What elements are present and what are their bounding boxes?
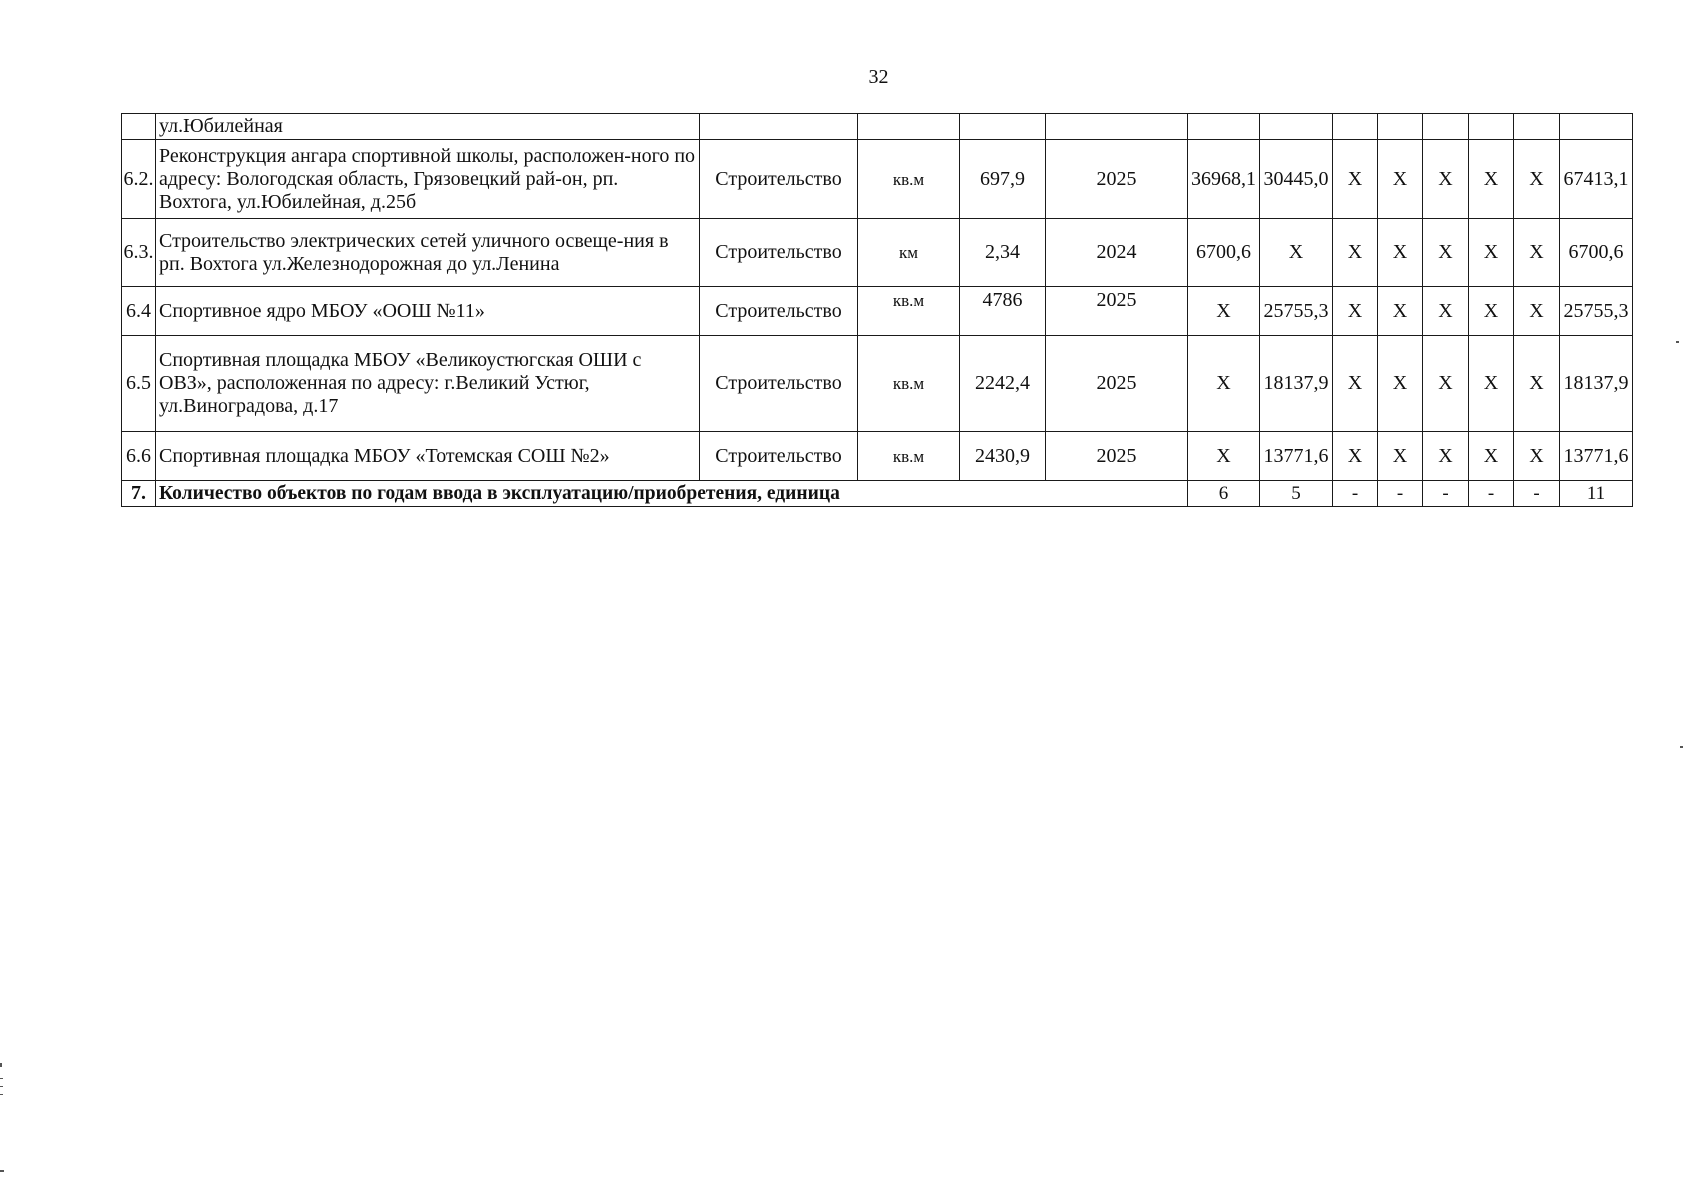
value-cell: Х xyxy=(1514,287,1560,336)
capacity: 4786 xyxy=(960,287,1046,336)
table-row xyxy=(122,140,1633,219)
count-cell: - xyxy=(1378,481,1423,507)
value-cell: Х xyxy=(1514,336,1560,432)
value-cell: Х xyxy=(1469,336,1514,432)
work-type: Строительство xyxy=(700,336,858,432)
row-number: 6.3. xyxy=(122,219,156,287)
value-cell: Х xyxy=(1188,287,1260,336)
total-cell: 18137,9 xyxy=(1560,336,1633,432)
value-cell xyxy=(1378,114,1423,140)
row-number: 6.4 xyxy=(122,287,156,336)
capacity: 697,9 xyxy=(960,140,1046,219)
value-cell: Х xyxy=(1378,140,1423,219)
value-cell: Х xyxy=(1469,219,1514,287)
value-cell: 30445,0 xyxy=(1260,140,1333,219)
object-name: Спортивная площадка МБОУ «Великоустюгская ОШИ с ОВЗ», расположенная по адресу: г.Великий Устюг, ул.Виноградова, д.17 xyxy=(156,336,700,432)
capacity: 2430,9 xyxy=(960,432,1046,481)
count-cell: 5 xyxy=(1260,481,1333,507)
commission-year: 2024 xyxy=(1046,219,1188,287)
table-row xyxy=(122,336,1633,432)
scan-mark xyxy=(0,1086,3,1087)
total-count-cell: 11 xyxy=(1560,481,1633,507)
count-cell: - xyxy=(1469,481,1514,507)
table-row xyxy=(122,114,1633,140)
value-cell: Х xyxy=(1423,219,1469,287)
value-cell: Х xyxy=(1423,287,1469,336)
count-cell: 6 xyxy=(1188,481,1260,507)
value-cell: Х xyxy=(1188,432,1260,481)
value-cell: Х xyxy=(1514,140,1560,219)
row-number: 6.2. xyxy=(122,140,156,219)
work-type: Строительство xyxy=(700,219,858,287)
value-cell: Х xyxy=(1423,336,1469,432)
object-name: Строительство электрических сетей уличного освеще-ния в рп. Вохтога ул.Железнодорожная до ул.Ленина xyxy=(156,219,700,287)
value-cell: Х xyxy=(1378,336,1423,432)
capacity xyxy=(960,114,1046,140)
unit: кв.м xyxy=(858,432,960,481)
unit xyxy=(858,114,960,140)
object-name: Спортивная площадка МБОУ «Тотемская СОШ №2» xyxy=(156,432,700,481)
row-number: 6.5 xyxy=(122,336,156,432)
row-number xyxy=(122,114,156,140)
value-cell: Х xyxy=(1333,140,1378,219)
commission-year: 2025 xyxy=(1046,336,1188,432)
total-cell: 6700,6 xyxy=(1560,219,1633,287)
total-cell xyxy=(1560,114,1633,140)
count-cell: - xyxy=(1333,481,1378,507)
value-cell: 18137,9 xyxy=(1260,336,1333,432)
value-cell xyxy=(1188,114,1260,140)
count-cell: - xyxy=(1514,481,1560,507)
table-row xyxy=(122,432,1633,481)
value-cell: Х xyxy=(1333,432,1378,481)
value-cell: Х xyxy=(1423,432,1469,481)
total-row xyxy=(122,481,1633,507)
row-number: 6.6 xyxy=(122,432,156,481)
value-cell: Х xyxy=(1378,219,1423,287)
value-cell: Х xyxy=(1333,336,1378,432)
value-cell: Х xyxy=(1260,219,1333,287)
total-cell: 25755,3 xyxy=(1560,287,1633,336)
count-cell: - xyxy=(1423,481,1469,507)
value-cell: Х xyxy=(1469,287,1514,336)
object-name: Реконструкция ангара спортивной школы, расположен-ного по адресу: Вологодская область, Грязовецкий рай-он, рп. Вохтога, ул.Юбилейная, д.25б xyxy=(156,140,700,219)
work-type: Строительство xyxy=(700,287,858,336)
value-cell: 13771,6 xyxy=(1260,432,1333,481)
total-cell: 67413,1 xyxy=(1560,140,1633,219)
scan-mark xyxy=(1680,746,1683,748)
capacity: 2,34 xyxy=(960,219,1046,287)
value-cell: Х xyxy=(1188,336,1260,432)
value-cell: Х xyxy=(1514,432,1560,481)
scan-mark xyxy=(0,1078,3,1079)
scan-mark xyxy=(0,1170,4,1172)
total-row-label: Количество объектов по годам ввода в эксплуатацию/приобретения, единица xyxy=(156,481,1188,507)
total-cell: 13771,6 xyxy=(1560,432,1633,481)
value-cell: Х xyxy=(1514,219,1560,287)
capacity: 2242,4 xyxy=(960,336,1046,432)
work-type: Строительство xyxy=(700,140,858,219)
work-type: Строительство xyxy=(700,432,858,481)
row-number: 7. xyxy=(122,481,156,507)
value-cell xyxy=(1423,114,1469,140)
commission-year: 2025 xyxy=(1046,287,1188,336)
page-number: 32 xyxy=(868,66,889,88)
table-row xyxy=(122,287,1633,336)
value-cell xyxy=(1469,114,1514,140)
value-cell xyxy=(1514,114,1560,140)
unit: кв.м xyxy=(858,287,960,336)
value-cell: Х xyxy=(1378,432,1423,481)
commission-year xyxy=(1046,114,1188,140)
value-cell: Х xyxy=(1469,140,1514,219)
commission-year: 2025 xyxy=(1046,140,1188,219)
unit: км xyxy=(858,219,960,287)
value-cell: 25755,3 xyxy=(1260,287,1333,336)
unit: кв.м xyxy=(858,140,960,219)
value-cell xyxy=(1333,114,1378,140)
object-name: ул.Юбилейная xyxy=(156,114,700,140)
scan-mark xyxy=(1676,341,1679,343)
object-name: Спортивное ядро МБОУ «ООШ №11» xyxy=(156,287,700,336)
investment-objects-table xyxy=(121,113,1633,507)
value-cell: Х xyxy=(1423,140,1469,219)
scan-mark xyxy=(0,1063,2,1067)
table-row xyxy=(122,219,1633,287)
value-cell: Х xyxy=(1469,432,1514,481)
commission-year: 2025 xyxy=(1046,432,1188,481)
work-type xyxy=(700,114,858,140)
unit: кв.м xyxy=(858,336,960,432)
value-cell: Х xyxy=(1333,287,1378,336)
value-cell: Х xyxy=(1378,287,1423,336)
value-cell xyxy=(1260,114,1333,140)
value-cell: Х xyxy=(1333,219,1378,287)
scan-mark xyxy=(0,1094,3,1095)
value-cell: 6700,6 xyxy=(1188,219,1260,287)
value-cell: 36968,1 xyxy=(1188,140,1260,219)
